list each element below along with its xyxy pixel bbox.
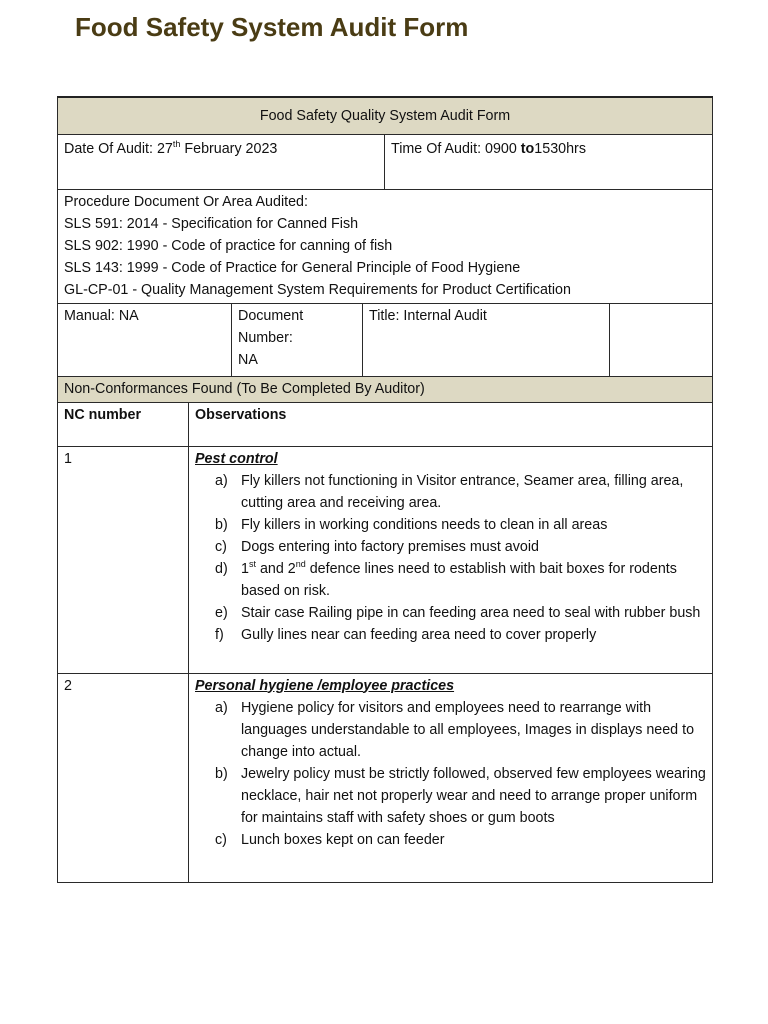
manual-field: Manual: NA — [58, 303, 232, 376]
procedure-label: Procedure Document Or Area Audited: — [64, 193, 308, 210]
time-of-audit: Time Of Audit: 0900 to1530hrs — [385, 134, 713, 189]
list-item: e) Stair case Railing pipe in can feeding area need to seal with rubber bush — [215, 604, 701, 621]
procedure-line: SLS 591: 2014 - Specification for Canned Fish — [64, 215, 359, 232]
observation-list — [215, 470, 706, 646]
list-item: b) Fly killers in working conditions needs to clean in all areas — [215, 516, 608, 533]
nc-number: 2 — [58, 673, 189, 882]
blank-cell — [610, 303, 713, 376]
date-suffix: th — [172, 138, 181, 149]
observation-list — [215, 697, 706, 851]
list-item: c) Dogs entering into factory premises must avoid — [215, 538, 539, 555]
section-title: Pest control — [195, 450, 278, 467]
procedure-line: SLS 143: 1999 - Code of Practice for General Principle of Food Hygiene — [64, 259, 521, 276]
observation-cell — [189, 446, 713, 673]
page-title: Food Safety System Audit Form — [75, 12, 469, 42]
nc-number: 1 — [58, 446, 189, 673]
document-number-field: Document Number: NA — [232, 303, 363, 376]
observations-header: Observations — [189, 402, 713, 446]
list-item: c) Lunch boxes kept on can feeder — [215, 831, 445, 848]
observation-cell — [189, 673, 713, 882]
date-of-audit: Date Of Audit: 27th February 2023 — [58, 134, 385, 189]
procedure-line: GL-CP-01 - Quality Management System Requirements for Product Certification — [64, 281, 571, 298]
procedure-line: SLS 902: 1990 - Code of practice for canning of fish — [64, 237, 393, 254]
list-item: f) Gully lines near can feeding area need to cover properly — [215, 626, 597, 643]
title-field: Title: Internal Audit — [363, 303, 610, 376]
nc-number-header: NC number — [58, 402, 189, 446]
non-conformances-header: Non-Conformances Found (To Be Completed By Auditor) — [58, 376, 713, 402]
form-heading: Food Safety Quality System Audit Form — [58, 97, 713, 134]
list-item: a) Fly killers not functioning in Visitor entrance, Seamer area, filling area, cutting area and receiving area. — [215, 472, 684, 511]
list-item: a) Hygiene policy for visitors and employees need to rearrange with languages understandable to all employees, Images in displays need to change into actual. — [215, 699, 695, 760]
section-title: Personal hygiene /employee practices — [195, 677, 455, 694]
procedure-documents — [58, 189, 713, 303]
audit-form-table — [57, 96, 713, 883]
list-item: d) 1st and 2nd defence lines need to establish with bait boxes for rodents based on risk. — [215, 558, 677, 599]
list-item: b) Jewelry policy must be strictly followed, observed few employees wearing necklace, hair net not properly wear and need to arrange proper uniform for maintains staff with safety shoes or gum boots — [215, 765, 706, 826]
